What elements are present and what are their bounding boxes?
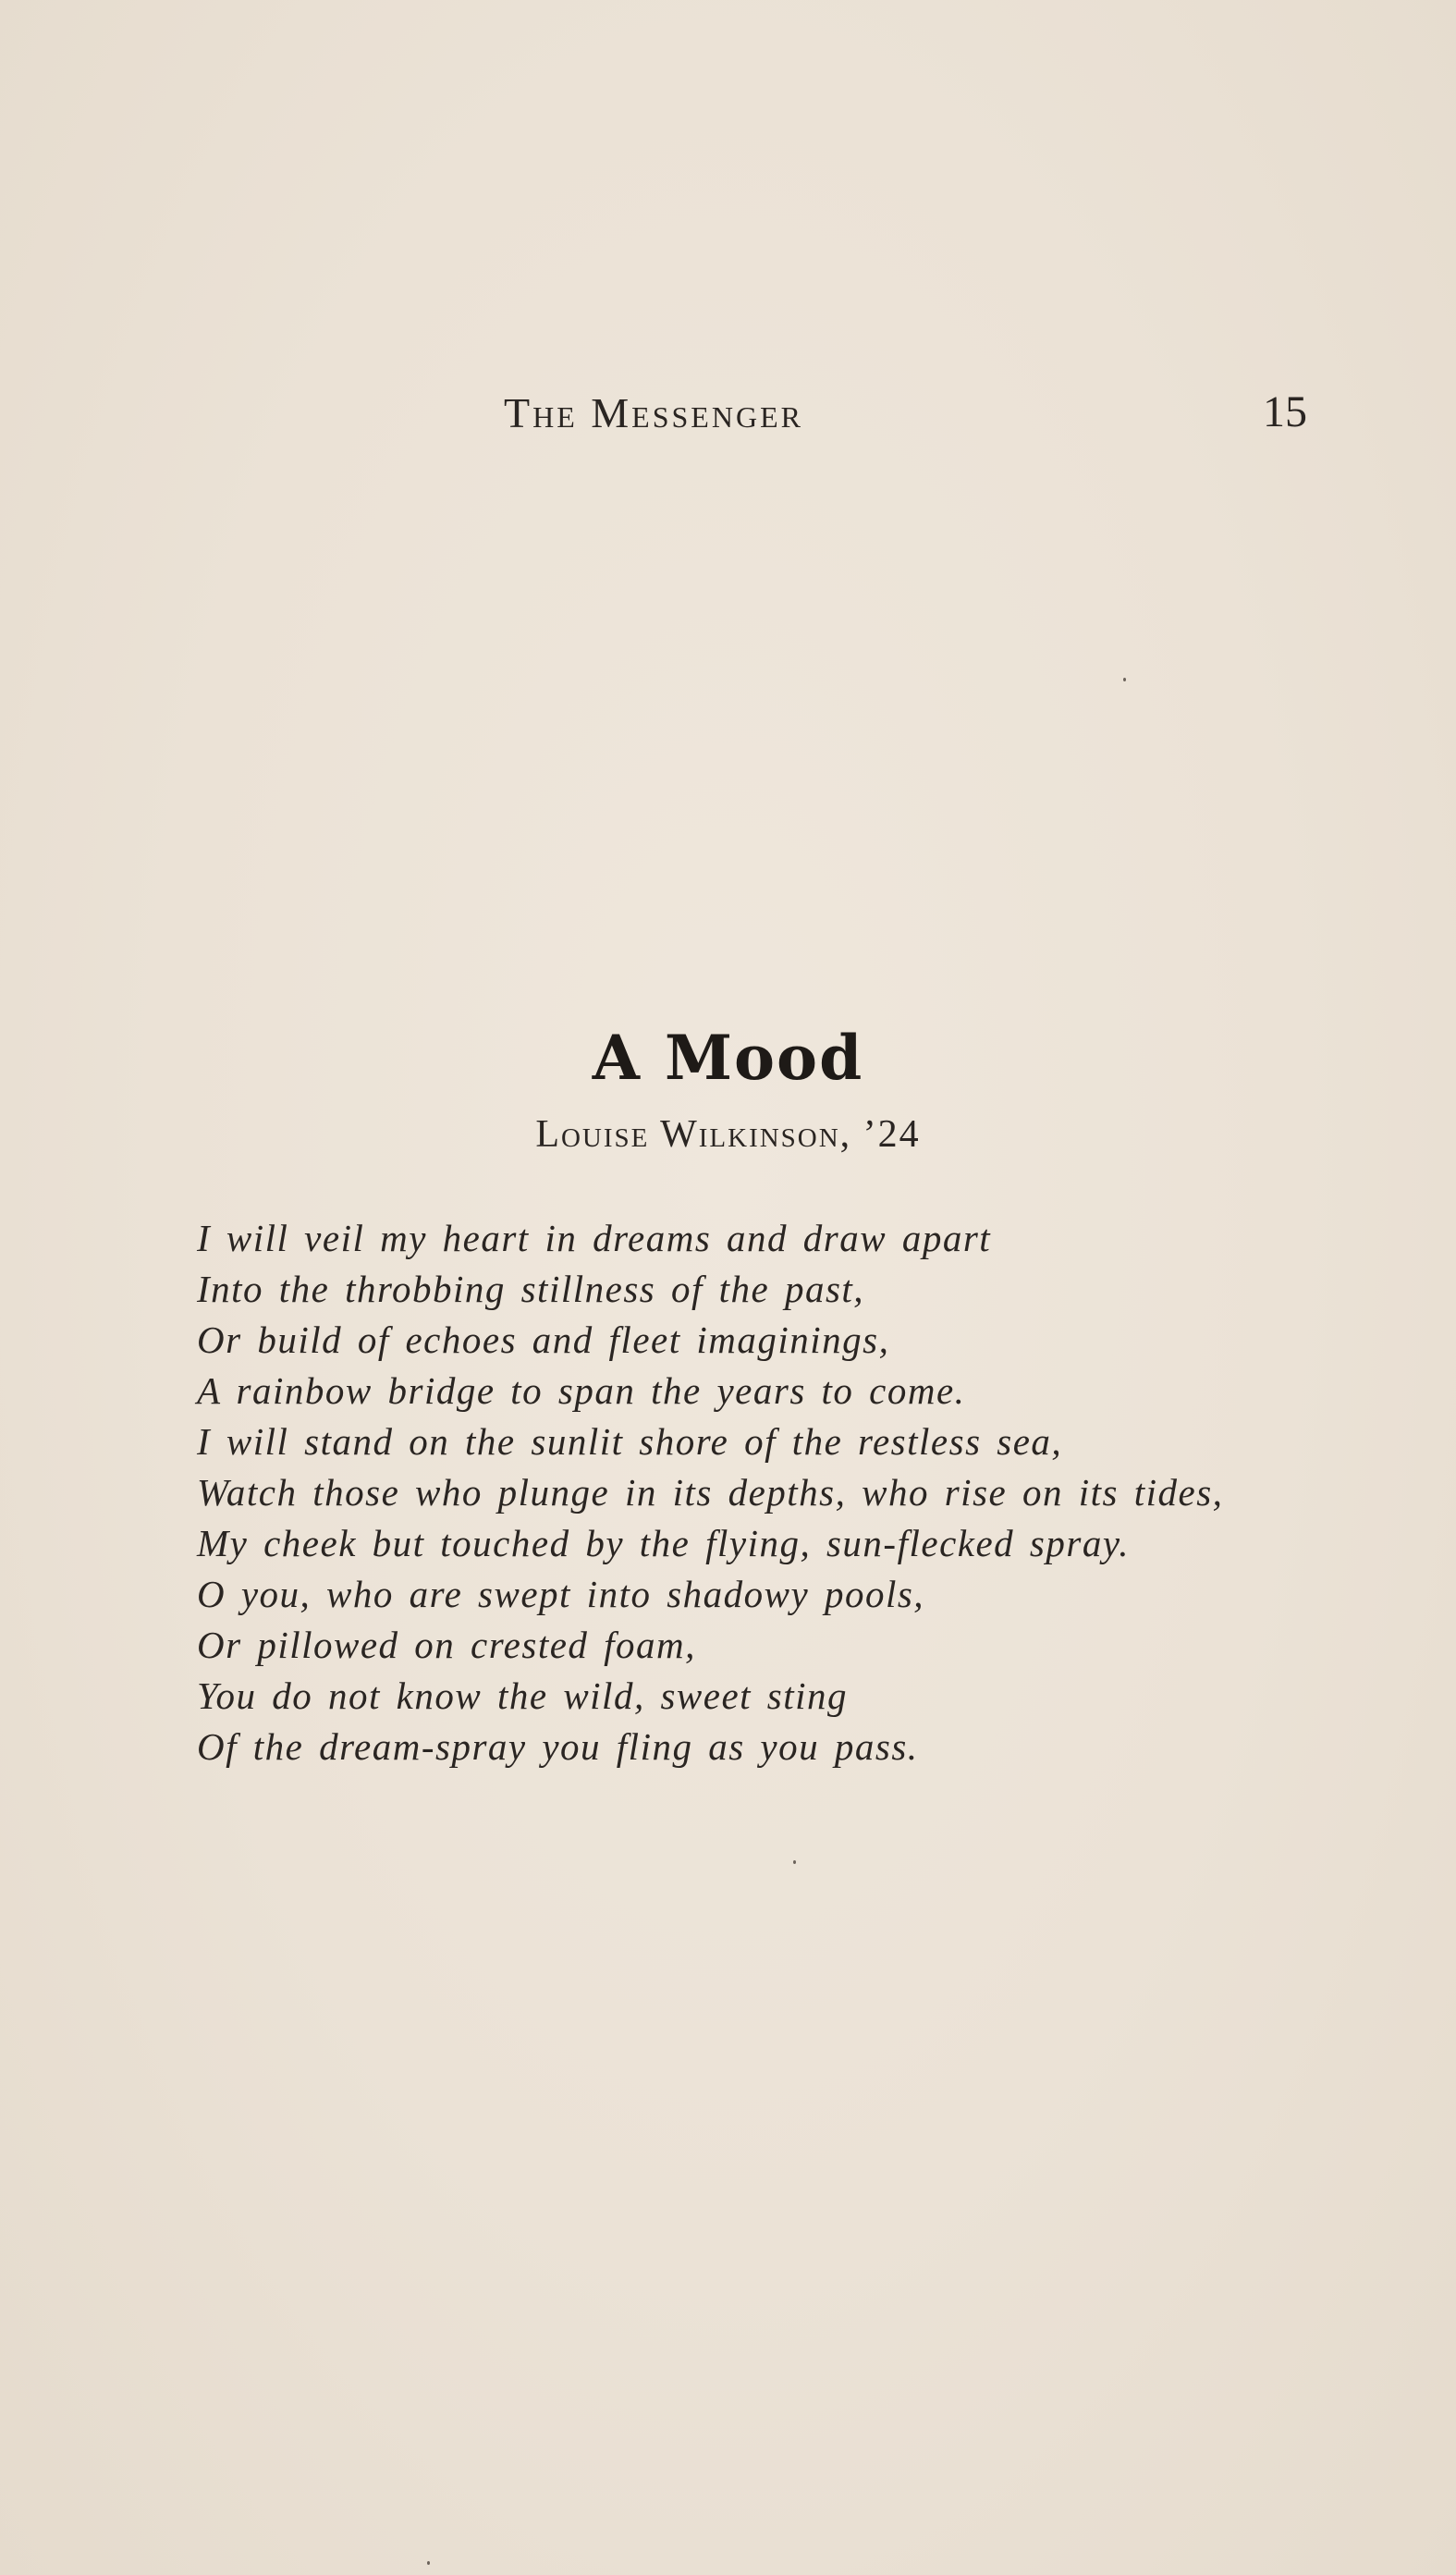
poem-line: I will stand on the sunlit shore of the restless sea, [197,1420,1063,1463]
paper-speck [793,1860,796,1864]
poem-title: A Mood [592,1022,864,1094]
paper-speck [1123,678,1126,681]
paper-speck [427,2561,430,2565]
poem-line: My cheek but touched by the flying, sun-flecked spray. [197,1522,1131,1564]
poem-author: Louise Wilkinson, ’24 [535,1113,921,1156]
poem-line: Or build of echoes and fleet imaginings, [197,1318,890,1361]
page-number: 15 [1263,387,1307,436]
poem-line: I will veil my heart in dreams and draw apart [197,1217,992,1259]
running-head-title: The Messenger [504,389,803,436]
poem-line: A rainbow bridge to span the years to come. [197,1369,966,1412]
poem-line: Of the dream-spray you fling as you pass. [197,1725,919,1768]
poem-line: Into the throbbing stillness of the past, [197,1268,865,1310]
poem-line: O you, who are swept into shadowy pools, [197,1573,925,1615]
poem-line: Or pillowed on crested foam, [197,1624,696,1666]
poem-line: Watch those who plunge in its depths, who rise on its tides, [197,1471,1224,1514]
poem-line: You do not know the wild, sweet sting [197,1674,849,1717]
poem-body [197,1213,1223,1772]
